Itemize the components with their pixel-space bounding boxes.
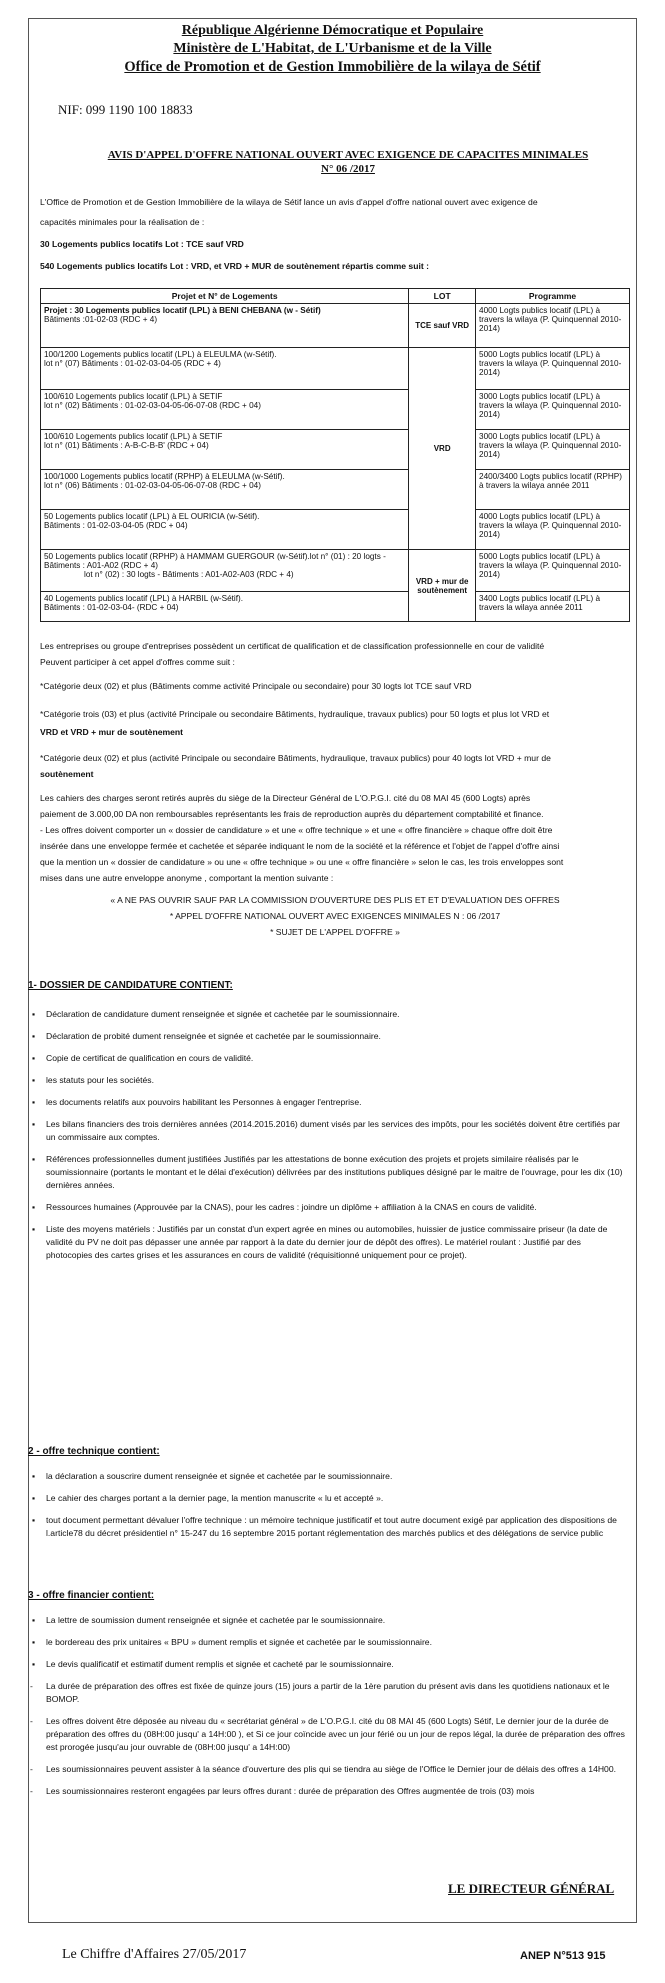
cahier-line-1: Les cahiers des charges seront retirés auprès du siège de la Directeur Général de L'O.P.G.I. cité du 08 MAI 45 (600 Logts) après: [40, 793, 531, 803]
table-cell-lot: VRD: [409, 348, 476, 550]
table-cell-projet: 50 Logements publics locatif (LPL) à EL OURICIA (w-Sétif). Bâtiments : 01-02-03-04-05 (RDC + 04): [41, 510, 409, 550]
list-item: ▪ Le devis qualificatif et estimatif dument remplis et signée et cacheté par le soumissionnaire.: [28, 1658, 628, 1671]
table-cell-projet: 100/610 Logements publics locatif (LPL) à SETIF lot n° (01) Bâtiments : A-B-C-B-B' (RDC + 04): [41, 430, 409, 470]
table-header-lot: LOT: [409, 289, 476, 304]
category-1: *Catégorie deux (02) et plus (Bâtiments comme activité Principale ou secondaire) pour 30 logts lot TCE sauf VRD: [40, 681, 472, 691]
table-cell-programme: 5000 Logts publics locatif (LPL) à travers la wilaya (P. Quinquennal 2010-2014): [476, 348, 630, 390]
table-row: [41, 550, 630, 592]
intro-line-2: capacités minimales pour la réalisation de :: [40, 217, 205, 227]
table-cell-programme: 3000 Logts publics locatif (LPL) à travers la wilaya (P. Quinquennal 2010-2014): [476, 390, 630, 430]
table-row: [41, 348, 630, 390]
table-cell-programme: 4000 Logts publics locatif (LPL) à travers la wilaya (P. Quinquennal 2010-2014): [476, 304, 630, 348]
envelope-mention-3: * SUJET DE L'APPEL D'OFFRE »: [270, 927, 400, 937]
list-item: ▪ Déclaration de candidature dument renseignée et signée et cachetée par le soumissionnaire.: [28, 1008, 628, 1021]
intro-line-4: 540 Logements publics locatifs Lot : VRD, et VRD + MUR de soutènement répartis comme suit :: [40, 261, 429, 271]
table-header-projet: Projet et N° de Logements: [41, 289, 409, 304]
intro-line-1: L'Office de Promotion et de Gestion Immobilière de la wilaya de Sétif lance un avis d'appel d'offre national ouvert avec exigence de: [40, 197, 538, 207]
table-cell-lot: TCE sauf VRD: [409, 304, 476, 348]
table-cell-programme: 5000 Logts publics locatif (LPL) à travers la wilaya (P. Quinquennal 2010-2014): [476, 550, 630, 592]
list-item: ▪ Références professionnelles dument justifiées Justifiés par les attestations de bonne exécution des projets et projets similaire réalisés par le soumissionnaire (portants le montant et le délai d'exécution) délivrées par des institutions publiques désigné par le maitre de l'ouvrage, pour les dix (10) dernières années.: [28, 1153, 628, 1192]
table-cell-projet: 50 Logements publics locatif (RPHP) à HAMMAM GUERGOUR (w-Sétif).lot n° (01) : 20 logts - Bâtiments : A01-A02 (RDC + 4) lot n° (02) : 30 logts - Bâtiments : A01-A02-A03 (RDC + 4): [41, 550, 409, 592]
table-cell-programme: 2400/3400 Logts publics locatif (RPHP) à travers la wilaya année 2011: [476, 470, 630, 510]
header-office: Office de Promotion et de Gestion Immobilière de la wilaya de Sétif: [124, 59, 541, 75]
table-cell-programme: 3400 Logts publics locatif (LPL) à travers la wilaya année 2011: [476, 592, 630, 622]
table-row: [41, 304, 630, 348]
list-item: - La durée de préparation des offres est fixée de quinze jours (15) jours a partir de la 1ère parution du présent avis dans les quotidiens nationaux et le BOMOP.: [28, 1680, 628, 1706]
table-row: [41, 510, 630, 550]
dossier-list: [28, 1008, 628, 1271]
financier-list: [28, 1614, 628, 1807]
table-row: [41, 390, 630, 430]
list-item: ▪ tout document permettant dévaluer l'offre technique : un mémoire technique justificatif et tout autre document exigé par application des dispositions de l.article78 du décret présidentiel n° 15-247 du 16 septembre 2015 portant réglementation des marchés publics et des délégations de service public: [28, 1514, 628, 1540]
table-row: [41, 592, 630, 622]
category-2a: *Catégorie trois (03) et plus (activité Principale ou secondaire Bâtiments, hydraulique, travaux publics) pour 50 logts et plus lot VRD et: [40, 709, 550, 719]
category-2b: VRD et VRD + mur de soutènement: [40, 727, 184, 737]
table-header-row: [41, 289, 630, 304]
avis-title: AVIS D'APPEL D'OFFRE NATIONAL OUVERT AVEC EXIGENCE DE CAPACITES MINIMALES N° 06 /2017: [107, 149, 589, 175]
table-header-programme: Programme: [476, 289, 630, 304]
conditions-line-1: Les entreprises ou groupe d'entreprises possèdent un certificat de qualification et de classification professionnelle en cour de validité: [40, 641, 545, 651]
table-row: [41, 430, 630, 470]
list-item: ▪ la déclaration a souscrire dument renseignée et signée et cachetée par le soumissionnaire.: [28, 1470, 628, 1483]
cahier-line-2: paiement de 3.000,00 DA non remboursables représentants les frais de reproduction auprès du département comptabilité et finance.: [40, 809, 544, 819]
table-cell-lot: VRD + mur de soutènement: [409, 550, 476, 622]
list-item: ▪ Liste des moyens matériels : Justifiés par un constat d'un expert agrée en mines ou automobiles, huissier de justice commissaire priseur (la date de validité du PV ne doit pas dépasser une année par rapport à la date du dernier jour de dépôt des offres). Le matériel roulant : Justifié par des photocopies des cartes grises et les assurances en cours de validité (réquisitionné uniquement pour ce projet).: [28, 1223, 628, 1262]
table-cell-projet: 100/1200 Logements publics locatif (LPL) à ELEULMA (w-Sétif). lot n° (07) Bâtiments : 01-02-03-04-05 (RDC + 4): [41, 348, 409, 390]
list-item: ▪ les statuts pour les sociétés.: [28, 1074, 628, 1087]
list-item: - Les offres doivent être déposée au niveau du « secrétariat général » de L'O.P.G.I. cité du 08 MAI 45 (600 Logts) Sétif, Le dernier jour de la durée de préparation des offres du (08H:00 jusqu' a 14H:00 ), et Si ce jour coïncide avec un jour férié ou un jour de repos légal, la durée de préparation des offres est prorogée jusqu'au jour ouvrable de (08H:00 jusqu' a 14H:00): [28, 1715, 628, 1754]
list-item: ▪ Déclaration de probité dument renseignée et signée et cachetée par le soumissionnaire.: [28, 1030, 628, 1043]
list-item: ▪ Les bilans financiers des trois dernières années (2014.2015.2016) dument visés par les services des impôts, pour les sociétés doivent être certifiés par un commissaire aux comptes.: [28, 1118, 628, 1144]
footer-anep: ANEP N°513 915: [520, 1950, 606, 1962]
category-3a: *Catégorie deux (02) et plus (activité Principale ou secondaire Bâtiments, hydraulique, travaux publics) pour 40 logts lot VRD + mur de: [40, 753, 551, 763]
table-cell-programme: 4000 Logts publics locatif (LPL) à travers la wilaya (P. Quinquennal 2010-2014): [476, 510, 630, 550]
table-cell-projet: 100/1000 Logements publics locatif (RPHP) à ELEULMA (w-Sétif). lot n° (06) Bâtiments : 01-02-03-04-05-06-07-08 (RDC + 04): [41, 470, 409, 510]
list-item: ▪ Ressources humaines (Approuvée par la CNAS), pour les cadres : joindre un diplôme + affiliation à la CNAS en cours de validité.: [28, 1201, 628, 1214]
cahier-line-3: - Les offres doivent comporter un « dossier de candidature » et une « offre technique » et une « offre financière » chaque offre doit être: [40, 825, 553, 835]
list-item: ▪ les documents relatifs aux pouvoirs habilitant les Personnes à engager l'entreprise.: [28, 1096, 628, 1109]
financier-title: 3 - offre financier contient:: [28, 1590, 155, 1601]
signature-director: LE DIRECTEUR GÉNÉRAL: [448, 1881, 615, 1896]
envelope-mention-1: « A NE PAS OUVRIR SAUF PAR LA COMMISSION D'OUVERTURE DES PLIS ET ET D'EVALUATION DES OFFRES: [110, 895, 560, 905]
table-row: [41, 470, 630, 510]
table-cell-projet: 40 Logements publics locatif (LPL) à HARBIL (w-Sétif). Bâtiments : 01-02-03-04- (RDC + 04): [41, 592, 409, 622]
cahier-line-5: que la mention un « dossier de candidature » ou une « offre technique » ou une « offre financière » selon le cas, les trois enveloppes sont: [40, 857, 564, 867]
list-item: ▪ Le cahier des charges portant a la dernier page, la mention manuscrite « lu et accepté ».: [28, 1492, 628, 1505]
table-cell-projet: Projet : 30 Logements publics locatif (LPL) à BENI CHEBANA (w - Sétif) Bâtiments :01-02-03 (RDC + 4): [41, 304, 409, 348]
technique-title: 2 - offre technique contient:: [28, 1446, 160, 1457]
header-ministry: Ministère de L'Habitat, de L'Urbanisme et de la Ville: [173, 41, 492, 56]
table-cell-projet: 100/610 Logements publics locatif (LPL) à SETIF lot n° (02) Bâtiments : 01-02-03-04-05-06-07-08 (RDC + 04): [41, 390, 409, 430]
list-item: - Les soumissionnaires peuvent assister à la séance d'ouverture des plis qui se tiendra au siège de l'Office le Dernier jour de délais des offres a 14H00.: [28, 1763, 628, 1776]
footer-publication: Le Chiffre d'Affaires 27/05/2017: [62, 1947, 247, 1962]
envelope-mention-2: * APPEL D'OFFRE NATIONAL OUVERT AVEC EXIGENCES MINIMALES N : 06 /2017: [169, 911, 501, 921]
list-item: - Les soumissionnaires resteront engagées par leurs offres durant : durée de préparation des Offres augmentée de trois (03) mois: [28, 1785, 628, 1798]
intro-line-3: 30 Logements publics locatifs Lot : TCE sauf VRD: [40, 239, 244, 249]
category-3b: soutènement: [40, 769, 94, 779]
header-republic: République Algérienne Démocratique et Populaire: [181, 23, 484, 38]
document-page: [28, 18, 637, 1923]
program-table: [40, 288, 630, 622]
nif-number: NIF: 099 1190 100 18833: [58, 102, 193, 117]
conditions-line-2: Peuvent participer à cet appel d'offres comme suit :: [40, 657, 235, 667]
table-cell-programme: 3000 Logts publics locatif (LPL) à travers la wilaya (P. Quinquennal 2010-2014): [476, 430, 630, 470]
list-item: ▪ La lettre de soumission dument renseignée et signée et cachetée par le soumissionnaire.: [28, 1614, 628, 1627]
list-item: ▪ Copie de certificat de qualification en cours de validité.: [28, 1052, 628, 1065]
technique-list: [28, 1470, 628, 1549]
cahier-line-6: mises dans une autre enveloppe anonyme , comportant la mention suivante :: [40, 873, 334, 883]
list-item: ▪ le bordereau des prix unitaires « BPU » dument remplis et signée et cachetée par le soumissionnaire.: [28, 1636, 628, 1649]
cahier-line-4: insérée dans une enveloppe fermée et cachetée et séparée indiquant le nom de la société et la référence et l'objet de l'appel d'offre ainsi: [40, 841, 560, 851]
dossier-title: 1- DOSSIER DE CANDIDATURE CONTIENT:: [28, 980, 233, 991]
